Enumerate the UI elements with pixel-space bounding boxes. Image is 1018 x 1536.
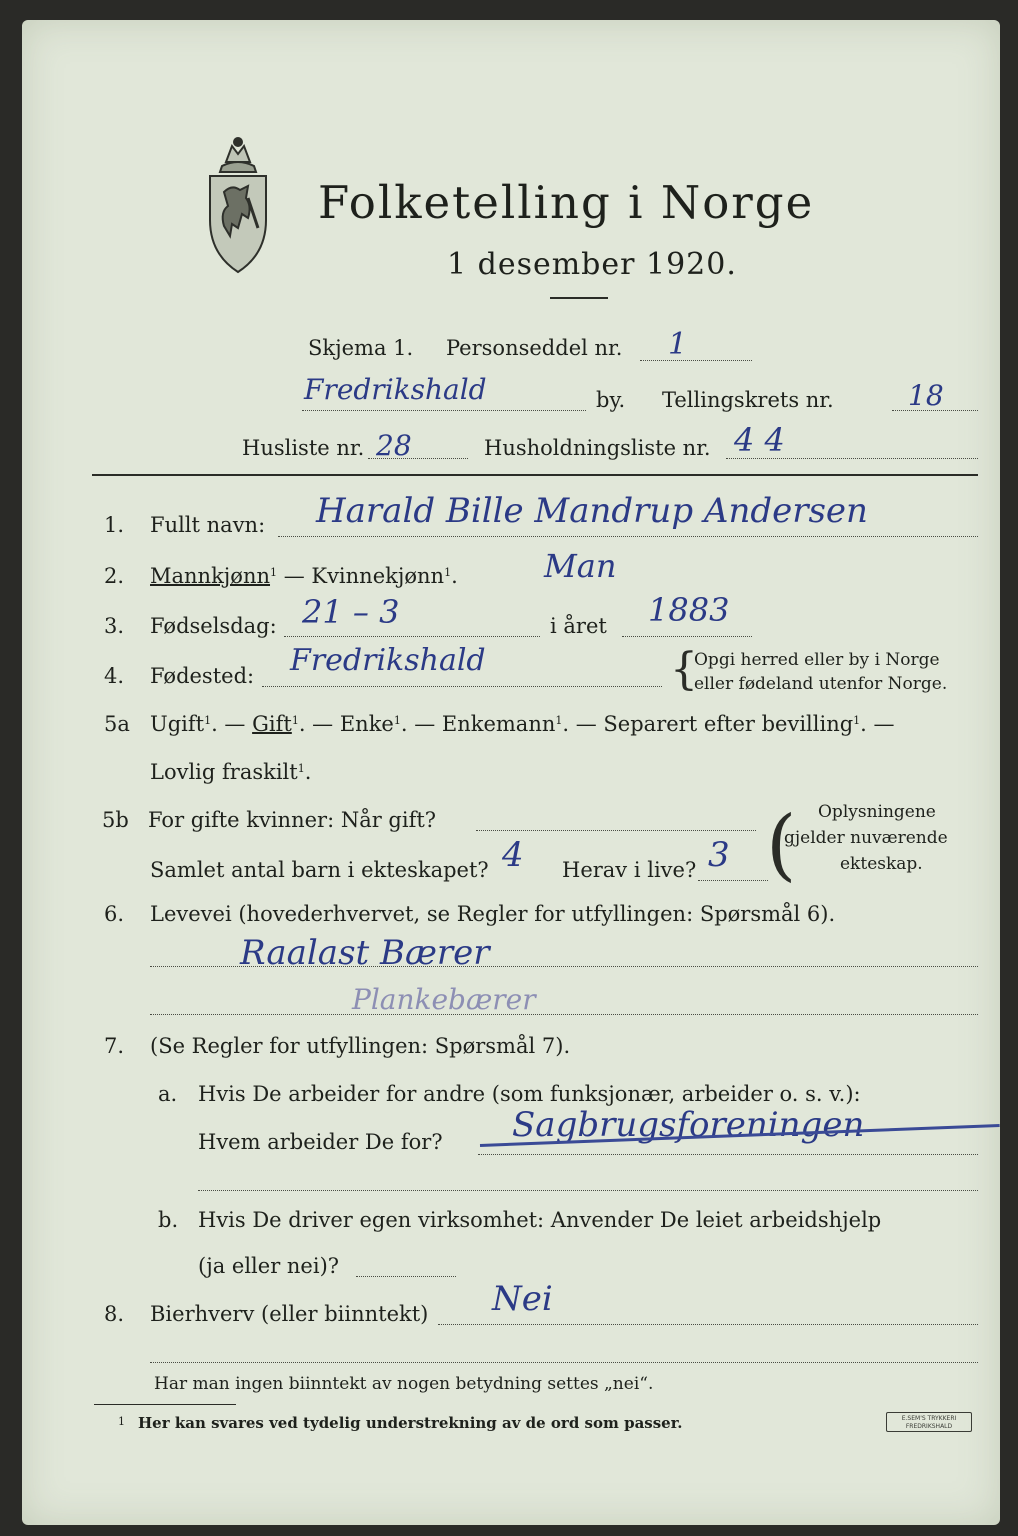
option-separert[interactable]: Separert efter bevilling <box>603 712 854 736</box>
q7a-line <box>478 1154 978 1155</box>
q5b-note-line2: gjelder nuværende <box>784 828 948 848</box>
q7a-question: Hvem arbeider De for? <box>198 1130 443 1154</box>
footnote-ref: 1 <box>291 714 299 727</box>
q5b-note-line1: Oplysningene <box>818 802 936 822</box>
q7a-text: Hvis De arbeider for andre (som funksjonær, arbeider o. s. v.): <box>198 1082 861 1106</box>
q5a-sep: . — <box>400 712 442 736</box>
option-enke[interactable]: Enke <box>339 712 394 736</box>
footnote-text: Her kan svares ved tydelig understrekning av de ord som passer. <box>138 1414 683 1432</box>
employer-value[interactable]: Sagbrugsforeningen <box>512 1105 865 1145</box>
q5a-tail: . — <box>860 712 895 736</box>
q3-label: Fødselsdag: <box>150 614 277 638</box>
q5b-label: For gifte kvinner: Når gift? <box>148 808 437 832</box>
skjema-label: Skjema 1. <box>308 336 414 360</box>
title-divider <box>550 297 608 299</box>
q6-label: Levevei (hovederhvervet, se Regler for utfyllingen: Spørsmål 6). <box>150 902 836 926</box>
q5a-sep: . — <box>562 712 604 736</box>
q5b-children-label: Samlet antal barn i ekteskapet? <box>150 858 489 882</box>
norway-coat-of-arms-icon <box>202 132 274 282</box>
q5b-note-line3: ekteskap. <box>840 854 923 874</box>
by-label: by. <box>596 388 626 412</box>
q5a-number: 5a <box>104 712 130 736</box>
q5b-married-line <box>476 830 756 831</box>
side-income-value[interactable]: Nei <box>492 1279 553 1319</box>
footnote-ref: 1 <box>270 566 278 579</box>
birthplace-value[interactable]: Fredrikshald <box>290 643 486 678</box>
q4-line <box>262 686 662 687</box>
q8-line2 <box>150 1362 978 1363</box>
footnote-ref: 1 <box>555 714 563 727</box>
q5a-options <box>150 714 895 735</box>
q5b-number: 5b <box>102 808 129 832</box>
birth-year-value[interactable]: 1883 <box>648 591 730 629</box>
q8-line <box>438 1324 978 1325</box>
q7a-number: a. <box>158 1082 178 1106</box>
q8-number: 8. <box>104 1302 125 1326</box>
children-total-value[interactable]: 4 <box>502 835 524 875</box>
q1-number: 1. <box>104 513 125 537</box>
q2-number: 2. <box>104 564 125 588</box>
q1-label: Fullt navn: <box>150 513 266 537</box>
option-mannkjonn[interactable]: Mannkjønn <box>150 564 271 588</box>
q3-number: 3. <box>104 614 125 638</box>
footnote-ref: 1 <box>853 714 861 727</box>
census-date: 1 desember 1920. <box>447 247 737 282</box>
q5a-sep: . — <box>298 712 340 736</box>
q3-year-line <box>622 636 752 637</box>
personseddel-value[interactable]: 1 <box>668 327 688 362</box>
q7b-question: (ja eller nei)? <box>198 1254 340 1278</box>
sex-value[interactable]: Man <box>544 547 617 585</box>
q6-number: 6. <box>104 902 125 926</box>
q7b-number: b. <box>158 1208 179 1232</box>
q8-label: Bierhverv (eller biinntekt) <box>150 1302 429 1326</box>
option-ugift[interactable]: Ugift <box>150 712 205 736</box>
q7a-line2 <box>198 1190 978 1191</box>
footnote-mark: 1 <box>118 1415 125 1428</box>
q5b-alive-line <box>698 880 768 881</box>
personseddel-line <box>640 360 752 361</box>
by-value[interactable]: Fredrikshald <box>304 373 487 406</box>
husliste-label: Husliste nr. <box>242 436 365 460</box>
side-income-note: Har man ingen biinntekt av nogen betydning settes „nei“. <box>154 1374 654 1394</box>
q6-line2 <box>150 1014 978 1015</box>
q3-line <box>284 636 540 637</box>
q4-brace: { <box>670 644 698 695</box>
q7-number: 7. <box>104 1034 125 1058</box>
q5a-end: . <box>304 760 312 784</box>
form-title: Folketelling i Norge <box>318 176 815 229</box>
q7b-text: Hvis De driver egen virksomhet: Anvender De leiet arbeidshjelp <box>198 1208 882 1232</box>
children-alive-value[interactable]: 3 <box>708 835 730 875</box>
printer-mark <box>886 1412 972 1432</box>
q7-label: (Se Regler for utfyllingen: Spørsmål 7). <box>150 1034 571 1058</box>
q5a-line2 <box>150 762 311 783</box>
tellingskrets-label: Tellingskrets nr. <box>662 388 834 412</box>
personseddel-label: Personseddel nr. <box>446 336 623 360</box>
q2-options <box>150 566 458 587</box>
option-kvinnekjonn[interactable]: Kvinnekjønn <box>311 564 445 588</box>
q6-line1 <box>150 966 978 967</box>
option-enkemann[interactable]: Enkemann <box>441 712 556 736</box>
husholdningsliste-value[interactable]: 4 4 <box>734 421 785 459</box>
husholdningsliste-label: Husholdningsliste nr. <box>484 436 711 460</box>
footnote-ref: 1 <box>204 714 212 727</box>
printer-mark-line2: FREDRIKSHALD <box>905 1423 953 1430</box>
footnote-ref: 1 <box>297 762 305 775</box>
tellingskrets-value[interactable]: 18 <box>908 379 944 412</box>
q2-dash: — <box>277 564 312 588</box>
q4-label: Fødested: <box>150 664 255 688</box>
q4-note-line1: Opgi herred eller by i Norge <box>694 650 940 670</box>
printer-mark-line1: E.SEM'S TRYKKERI <box>901 1415 957 1422</box>
q1-line <box>278 536 978 537</box>
by-line <box>302 410 586 411</box>
q7b-line <box>356 1276 456 1277</box>
birthday-value[interactable]: 21 – 3 <box>302 593 400 631</box>
footnote-ref: 1 <box>444 566 452 579</box>
q5b-brace: ( <box>766 800 797 890</box>
q5a-sep: . — <box>211 712 253 736</box>
occupation-correction-value[interactable]: Plankebærer <box>352 983 536 1016</box>
footnote-ref: 1 <box>393 714 401 727</box>
census-form-sheet <box>22 20 1000 1525</box>
husliste-value[interactable]: 28 <box>376 429 412 462</box>
option-gift[interactable]: Gift <box>252 712 292 736</box>
q4-number: 4. <box>104 664 125 688</box>
q2-end: . <box>451 564 458 588</box>
footnote-rule <box>94 1404 236 1405</box>
q4-note-line2: eller fødeland utenfor Norge. <box>694 674 948 694</box>
occupation-value[interactable]: Raalast Bærer <box>240 933 490 973</box>
q3-year-label: i året <box>550 614 607 638</box>
full-name-value[interactable]: Harald Bille Mandrup Andersen <box>316 491 868 531</box>
option-lovlig-fraskilt[interactable]: Lovlig fraskilt <box>150 760 298 784</box>
header-rule <box>92 474 978 476</box>
q5b-alive-label: Herav i live? <box>562 858 697 882</box>
